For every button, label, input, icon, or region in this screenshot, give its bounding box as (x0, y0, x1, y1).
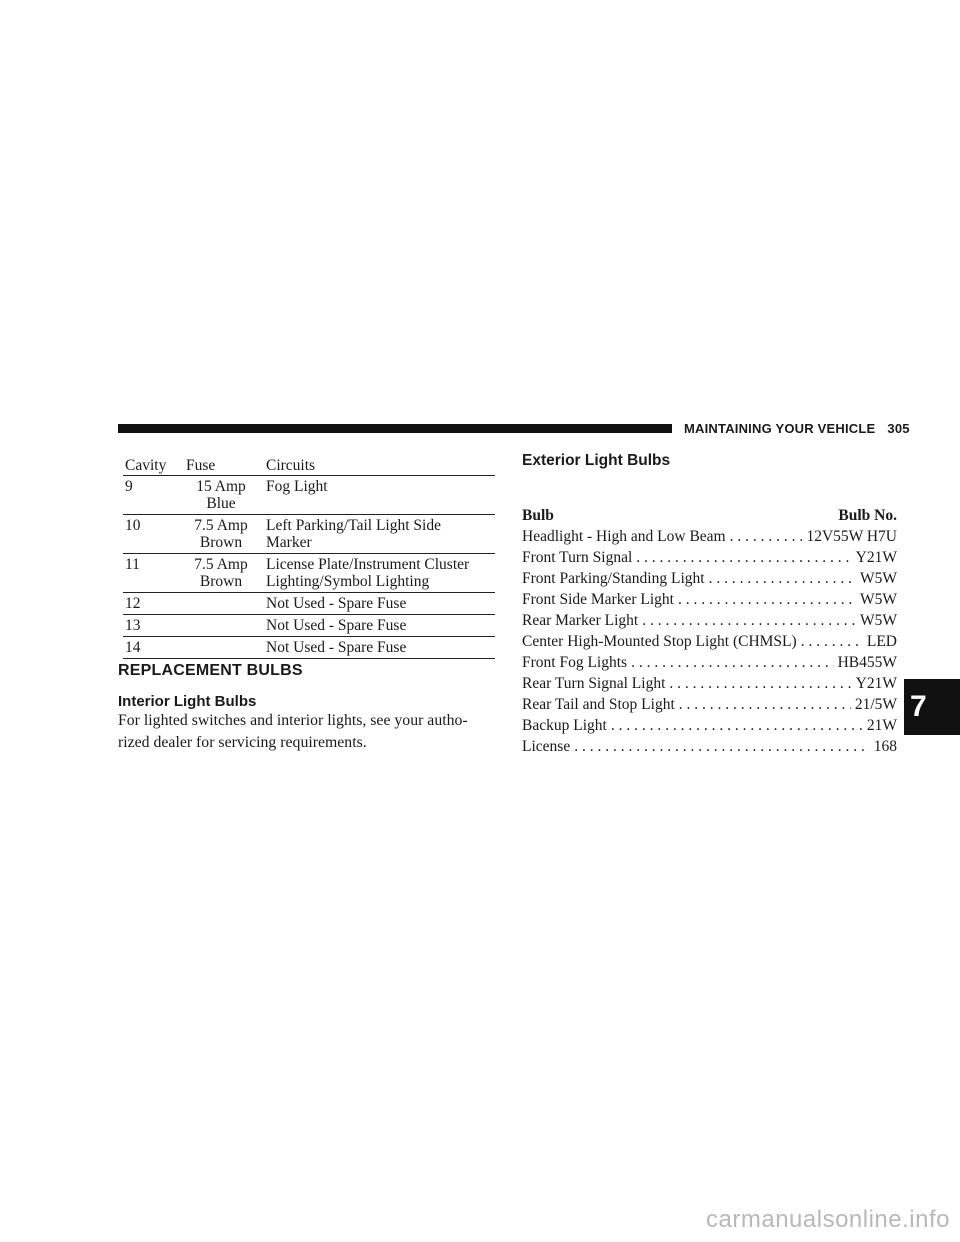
interior-paragraph: For lighted switches and interior lights, see your autho- rized dealer for servicing requirements. (118, 712, 468, 751)
header-title: MAINTAINING YOUR VEHICLE (684, 421, 876, 436)
fuse-color: Blue (206, 495, 236, 512)
bulb-name: Rear Turn Signal Light (522, 675, 666, 692)
bulb-number: LED (866, 633, 897, 650)
circuit-cell (263, 556, 495, 590)
header-rule (118, 424, 672, 433)
bulb-name: Front Side Marker Light (522, 591, 674, 608)
circuit-cell: Not Used - Spare Fuse (266, 595, 407, 612)
fuse-amp: 7.5 Amp (194, 556, 248, 573)
fuse-cell (179, 517, 263, 551)
fuse-color: Brown (199, 534, 243, 551)
bulb-number: HB455W (837, 654, 897, 671)
circuit-line: Left Parking/Tail Light Side (266, 517, 441, 534)
bulb-table-header (522, 505, 897, 526)
dot-leader (611, 715, 863, 736)
dot-leader (709, 568, 856, 589)
table-row (123, 637, 495, 659)
dot-leader (801, 631, 863, 652)
list-item (522, 589, 897, 610)
exterior-heading: Exterior Light Bulbs (522, 452, 671, 469)
dot-leader (574, 736, 870, 757)
list-item (522, 631, 897, 652)
fuse-amp: 15 Amp (196, 478, 246, 495)
table-row (123, 593, 495, 615)
list-item (522, 673, 897, 694)
fuse-amp: 7.5 Amp (194, 517, 248, 534)
cavity-cell: 11 (125, 556, 140, 573)
bulb-name: Headlight - High and Low Beam (522, 528, 726, 545)
circuit-line: Marker (266, 534, 312, 551)
list-item (522, 568, 897, 589)
dot-leader (631, 652, 834, 673)
page-number: 305 (887, 421, 910, 436)
fuse-table (123, 454, 495, 659)
circuit-cell: Not Used - Spare Fuse (266, 639, 407, 656)
bulb-name: Front Turn Signal (522, 549, 633, 566)
cavity-cell: 13 (125, 617, 141, 634)
list-item (522, 547, 897, 568)
fuse-cell (179, 595, 263, 612)
col-circuits-header: Circuits (266, 457, 316, 474)
bulb-name: Rear Marker Light (522, 612, 639, 629)
bulb-number: Y21W (855, 549, 897, 566)
list-item (522, 652, 897, 673)
bulb-name: Rear Tail and Stop Light (522, 696, 675, 713)
circuit-line: Lighting/Symbol Lighting (266, 573, 430, 590)
cavity-cell: 14 (125, 639, 141, 656)
bulb-name: Front Parking/Standing Light (522, 570, 705, 587)
list-item (522, 715, 897, 736)
fuse-cell (179, 617, 263, 634)
col-bulb-no-header: Bulb No. (838, 507, 897, 524)
cavity-cell: 10 (125, 517, 141, 534)
running-header (684, 421, 910, 436)
dot-leader (636, 547, 851, 568)
fuse-color: Brown (199, 573, 243, 590)
table-row (123, 615, 495, 637)
col-fuse-header: Fuse (186, 457, 216, 474)
list-item (522, 610, 897, 631)
dot-leader (730, 526, 803, 547)
list-item (522, 694, 897, 715)
col-bulb-header: Bulb (522, 507, 554, 524)
circuit-cell (263, 517, 495, 551)
bulb-number: 168 (873, 738, 897, 755)
bulb-table (522, 505, 897, 757)
fuse-table-header (123, 454, 495, 476)
watermark: carmanualsonline.info (706, 1206, 950, 1233)
table-row (123, 515, 495, 554)
dot-leader (678, 589, 856, 610)
col-cavity-header: Cavity (125, 457, 167, 474)
bulb-name: License (522, 738, 571, 755)
bulb-number: W5W (859, 591, 897, 608)
bulb-number: W5W (859, 570, 897, 587)
cavity-cell: 12 (125, 595, 141, 612)
circuit-cell (263, 478, 495, 512)
dot-leader (679, 694, 851, 715)
fuse-cell (179, 478, 263, 512)
bulb-number: 21W (866, 717, 897, 734)
table-row (123, 476, 495, 515)
list-item (522, 736, 897, 757)
bulb-name: Backup Light (522, 717, 607, 734)
dot-leader (642, 610, 856, 631)
chapter-tab: 7 (904, 679, 960, 735)
dot-leader (669, 673, 851, 694)
circuit-cell: Not Used - Spare Fuse (266, 617, 407, 634)
bulb-name: Center High-Mounted Stop Light (CHMSL) (522, 633, 797, 650)
section-heading: REPLACEMENT BULBS (118, 662, 303, 679)
table-row (123, 554, 495, 593)
bulb-number: Y21W (855, 675, 897, 692)
cavity-cell: 9 (125, 478, 133, 495)
list-item (522, 526, 897, 547)
bulb-number: W5W (859, 612, 897, 629)
circuit-line: License Plate/Instrument Cluster (266, 556, 470, 573)
interior-heading: Interior Light Bulbs (118, 693, 257, 710)
bulb-number: 12V55W H7U (806, 528, 897, 545)
bulb-number: 21/5W (854, 696, 897, 713)
bulb-name: Front Fog Lights (522, 654, 628, 671)
circuit-line: Fog Light (266, 478, 328, 495)
fuse-cell (179, 556, 263, 590)
fuse-cell (179, 639, 263, 656)
